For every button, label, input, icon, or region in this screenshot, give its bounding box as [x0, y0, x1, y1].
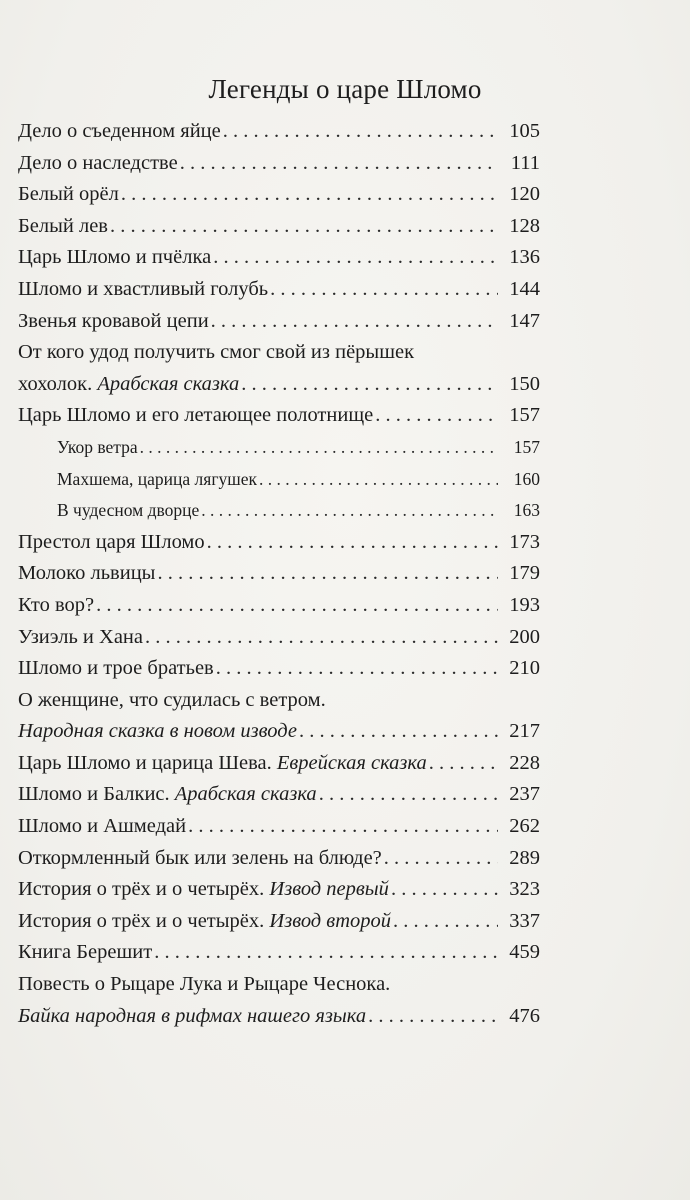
- toc-entry-text: Белый орёл: [18, 183, 119, 206]
- toc-entry-title: [18, 274, 268, 306]
- dot-leader: [201, 495, 498, 527]
- toc-entry-page: 128: [509, 214, 540, 237]
- dot-leader: [375, 400, 498, 432]
- toc-entry: [18, 274, 540, 306]
- toc-entry-subtitle: Арабская сказка: [97, 372, 240, 395]
- toc-entry: [18, 779, 540, 811]
- toc-entry-title: [18, 306, 209, 338]
- toc-entry-title: [18, 148, 178, 180]
- toc-entry: [18, 179, 540, 211]
- toc-entry: [18, 843, 540, 875]
- toc-entry-title: [18, 937, 152, 969]
- toc-entry-title: [18, 116, 221, 148]
- toc-entry-text: Махшема, царица лягушек: [57, 468, 258, 489]
- toc-entry-title: [18, 874, 389, 906]
- dot-leader: [368, 1001, 498, 1033]
- dot-leader: [319, 779, 498, 811]
- toc-entry: [18, 116, 540, 148]
- dot-leader: [299, 716, 498, 748]
- toc-entry-subtitle: Извод первый: [269, 878, 389, 901]
- dot-leader: [223, 116, 498, 148]
- dot-leader: [180, 148, 498, 180]
- toc-entry-text: Белый лев: [18, 214, 108, 237]
- dot-leader: [207, 527, 498, 559]
- toc-entry: [18, 748, 540, 780]
- toc-entry-page: 144: [509, 277, 540, 300]
- toc-entry-title: [18, 242, 211, 274]
- toc-entry-title: [18, 558, 155, 590]
- toc-entry-subtitle: Арабская сказка: [174, 783, 317, 806]
- toc-entry-page: 120: [509, 183, 540, 206]
- dot-leader: [188, 811, 498, 843]
- toc-entry: [18, 527, 540, 559]
- toc-entry-text: Престол царя Шломо: [18, 530, 205, 553]
- toc-entry: [18, 337, 540, 369]
- dot-leader: [384, 843, 498, 875]
- toc-entry-text: Шломо и Балкис.: [18, 783, 170, 806]
- toc-entry: [18, 685, 540, 717]
- toc-entry-title: [57, 495, 199, 527]
- toc-entry-title: [18, 211, 108, 243]
- page-title: Легенды о царе Шломо: [208, 74, 482, 104]
- toc-entry: [18, 400, 540, 432]
- toc-entry-page: 157: [509, 404, 540, 427]
- toc-entry-page: 323: [509, 878, 540, 901]
- dot-leader: [145, 622, 498, 654]
- toc-entry: [18, 969, 540, 1001]
- toc-entry-text: Шломо и хвастливый голубь: [18, 277, 269, 300]
- toc-entry-title: [18, 906, 391, 938]
- toc-entry-page: 228: [509, 751, 540, 774]
- toc-entry-title: [18, 653, 214, 685]
- toc-entry-page: 111: [510, 151, 540, 174]
- toc-entry-title: [18, 179, 119, 211]
- toc-entry-subtitle: Байка народная в рифмах нашего языка: [18, 1004, 367, 1027]
- toc-entry-page: 337: [509, 909, 540, 932]
- toc-entry-title: [18, 369, 239, 401]
- dot-leader: [96, 590, 498, 622]
- toc-entry-page: 150: [509, 372, 540, 395]
- dot-leader: [121, 179, 498, 211]
- toc-entry-page: 200: [509, 625, 540, 648]
- toc-entry: [18, 1001, 540, 1033]
- toc-entry-text: Дело о наследстве: [18, 151, 178, 174]
- dot-leader: [270, 274, 498, 306]
- toc-entry-title: [18, 685, 326, 717]
- dot-leader: [393, 906, 498, 938]
- toc-entry-text: Шломо и Ашмедай: [18, 815, 187, 838]
- toc-entry: [18, 148, 540, 180]
- toc-entry-page: 173: [509, 530, 540, 553]
- toc-entry-page: 217: [509, 720, 540, 743]
- toc-entry-text: О женщине, что судилась с ветром.: [18, 688, 326, 711]
- dot-leader: [213, 242, 498, 274]
- toc-entry-text: От кого удод получить смог свой из пёрышек: [18, 341, 415, 364]
- toc-entry: [18, 653, 540, 685]
- toc-entry-page: 179: [509, 562, 540, 585]
- toc-entry-page: 210: [509, 657, 540, 680]
- toc-entry: [18, 590, 540, 622]
- toc-entry-page: 157: [513, 436, 540, 457]
- toc-entry: [18, 495, 540, 527]
- toc-entry: [18, 558, 540, 590]
- dot-leader: [154, 937, 498, 969]
- toc-entry-title: [57, 464, 257, 496]
- toc-entry-text: Книга Берешит: [18, 941, 153, 964]
- toc-entry-page: 136: [509, 246, 540, 269]
- toc-entry-subtitle: Еврейская сказка: [276, 751, 427, 774]
- toc-entry-text: Царь Шломо и пчёлка: [18, 246, 212, 269]
- toc-entry: [18, 716, 540, 748]
- toc-entry-title: [57, 432, 138, 464]
- dot-leader: [216, 653, 498, 685]
- toc-entry-subtitle: Народная сказка в новом изводе: [18, 720, 297, 743]
- dot-leader: [140, 432, 498, 464]
- dot-leader: [211, 306, 498, 338]
- toc-entry: [18, 906, 540, 938]
- toc-entry-text: Звенья кровавой цепи: [18, 309, 209, 332]
- toc-entry: [18, 464, 540, 496]
- toc-entry-text: Шломо и трое братьев: [18, 657, 214, 680]
- toc-entry-page: 459: [509, 941, 540, 964]
- dot-leader: [259, 464, 498, 496]
- toc-entry-text: Откормленный бык или зелень на блюде?: [18, 846, 382, 869]
- toc-entry: [18, 369, 540, 401]
- toc-entry-text: Укор ветра: [57, 436, 138, 457]
- toc-entry: [18, 242, 540, 274]
- toc-entry-title: [18, 1001, 366, 1033]
- toc-entry-page: 262: [509, 815, 540, 838]
- toc-entry-text: Кто вор?: [18, 593, 95, 616]
- toc-entry-page: 476: [509, 1004, 540, 1027]
- toc-entry-text: Повесть о Рыцаре Лука и Рыцаре Чеснока.: [18, 973, 391, 996]
- toc-entry: [18, 211, 540, 243]
- toc-entry-page: 147: [509, 309, 540, 332]
- toc-entry-text: Молоко львицы: [18, 562, 156, 585]
- dot-leader: [157, 558, 498, 590]
- toc-entry-text: Царь Шломо и царица Шева.: [18, 751, 272, 774]
- toc-entry-title: [18, 590, 94, 622]
- toc-entry-text: Дело о съеденном яйце: [18, 120, 221, 142]
- toc-entry-title: [18, 779, 317, 811]
- toc-entry-page: 289: [509, 846, 540, 869]
- toc-entry: [18, 432, 540, 464]
- toc-entry-title: [18, 622, 143, 654]
- toc-entry-title: [18, 843, 382, 875]
- toc-entry-title: [18, 748, 427, 780]
- toc-entry: [18, 306, 540, 338]
- toc-entry: [18, 874, 540, 906]
- toc-entry-text: Узиэль и Хана: [18, 625, 143, 648]
- toc-entry-title: [18, 527, 205, 559]
- toc-entry-text: История о трёх и о четырёх.: [18, 909, 265, 932]
- toc-entry-title: [18, 400, 373, 432]
- toc-entry-text: Царь Шломо и его летающее полотнище: [18, 404, 374, 427]
- toc-entry-title: [18, 716, 297, 748]
- dot-leader: [241, 369, 498, 401]
- toc-entry-page: 193: [509, 593, 540, 616]
- toc-entry-title: [18, 811, 186, 843]
- toc-entry-page: 163: [513, 500, 540, 521]
- toc-entry-text: В чудесном дворце: [57, 500, 200, 521]
- toc-entry-page: 160: [513, 468, 540, 489]
- toc-entry-text: хохолок.: [18, 372, 93, 395]
- toc-entry-text: История о трёх и о четырёх.: [18, 878, 265, 901]
- toc-entry-title: [18, 969, 390, 1001]
- toc-entry-title: [18, 337, 414, 369]
- toc-entry-page: 105: [509, 120, 540, 142]
- dot-leader: [391, 874, 498, 906]
- dot-leader: [110, 211, 498, 243]
- toc-entry: [18, 811, 540, 843]
- dot-leader: [429, 748, 498, 780]
- toc-entry: [18, 622, 540, 654]
- toc-entry-page: 237: [509, 783, 540, 806]
- toc-entry: [18, 937, 540, 969]
- toc-entry-subtitle: Извод второй: [269, 909, 391, 932]
- table-of-contents: [18, 116, 540, 1032]
